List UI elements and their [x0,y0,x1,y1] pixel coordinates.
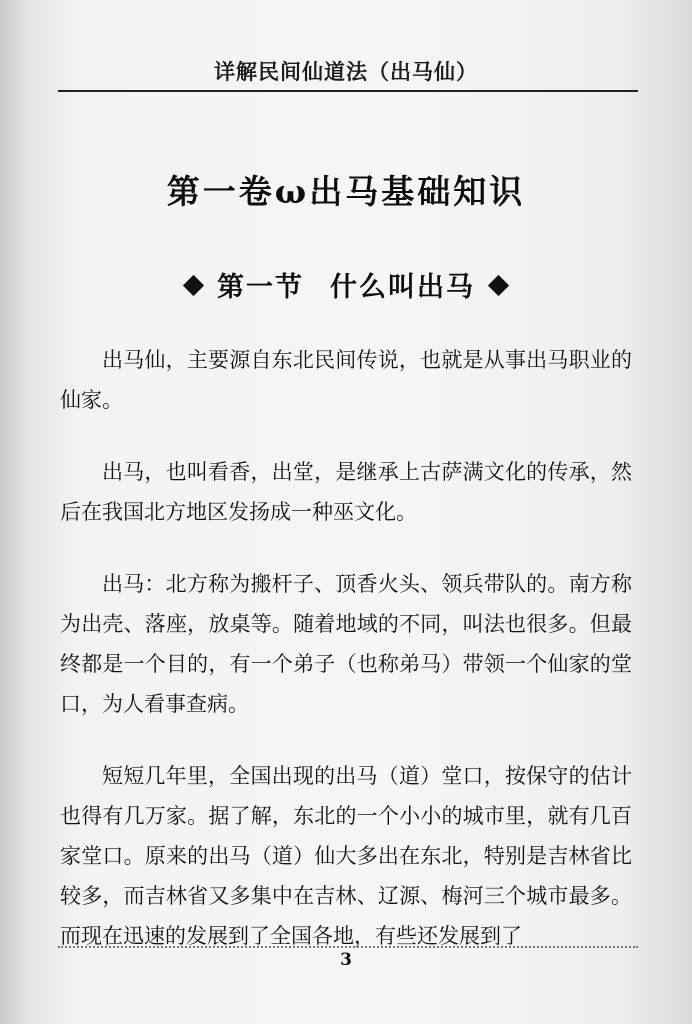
paragraph: 出马仙，主要源自东北民间传说，也就是从事出马职业的仙家。 [60,348,632,412]
section-number: 第一节 [217,272,304,303]
header-rule [58,90,638,92]
paragraph: 出马，也叫看香，出堂，是继承上古萨满文化的传承，然后在我国北方地区发扬成一种巫文化。 [60,460,632,524]
footer-rule [58,946,638,948]
paragraph: 出马：北方称为搬杆子、顶香火头、领兵带队的。南方称为出壳、落座，放桌等。随着地域的不同，叫法也很多。但最终都是一个目的，有一个弟子（也称弟马）带领一个仙家的堂口，为人看事查病。 [60,572,632,716]
body-text [60,340,632,956]
page-number: 3 [340,950,352,970]
section-title: 什么叫出马 [330,272,475,303]
running-head: 详解民间仙道法（出马仙） [214,60,478,84]
diamond-bullet-icon [183,275,204,296]
paragraph: 短短几年里，全国出现的出马（道）堂口，按保守的估计也得有几万家。据了解，东北的一个小小的城市里，就有几百家堂口。原来的出马（道）仙大多出在东北，特别是吉林省比较多，而吉林省又多集中在吉林、辽源、梅河三个城市最多。而现在迅速的发展到了全国各地，有些还发展到了 [60,764,632,948]
chapter-title: 第一卷ω出马基础知识 [166,172,526,211]
section-heading [0,265,692,304]
diamond-bullet-icon [488,275,509,296]
